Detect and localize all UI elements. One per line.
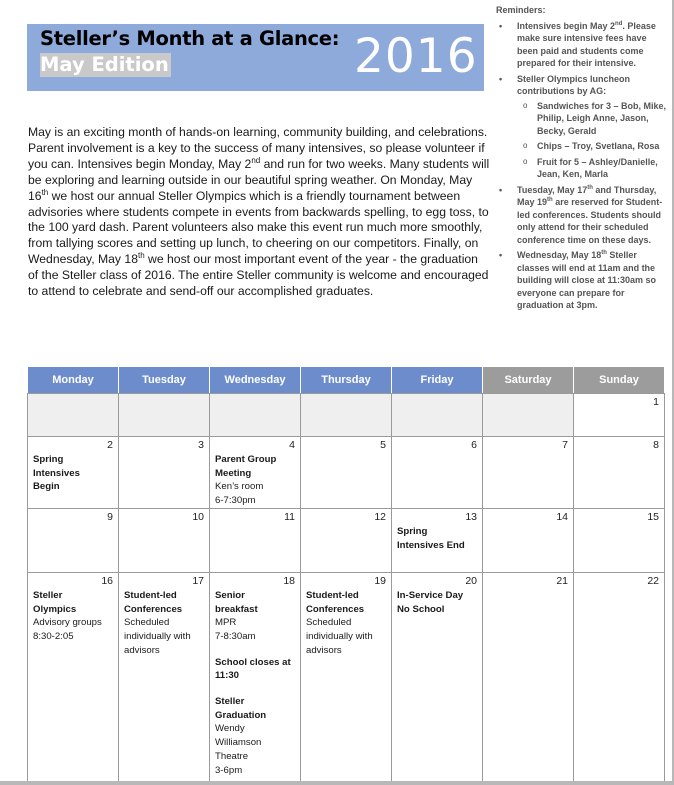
day-number: 15 [647, 510, 659, 523]
reminder-item [496, 73, 668, 181]
calendar-day-cell [301, 394, 392, 437]
page-edge [0, 781, 674, 785]
event-detail: individually with [124, 630, 191, 642]
edition-label: May Edition [40, 53, 169, 76]
reminder-subitem: o Fruit for 5 – Ashley/Danielle, Jean, Ken, Marla [517, 156, 668, 181]
day-number: 6 [471, 439, 477, 451]
event-detail: MPR [215, 617, 237, 629]
day-events [210, 394, 300, 410]
day-events [483, 394, 573, 410]
day-number: 13 [465, 510, 477, 523]
day-events [28, 509, 118, 525]
intro-sup-2: th [41, 187, 49, 197]
calendar-day-cell [210, 394, 301, 437]
reminder-text: Steller classes will end at 11am and the building will close at 11:30am so everyone can prepare for graduation at 3pm. [517, 250, 657, 310]
day-number: 11 [284, 510, 295, 523]
reminder-text: and Thursday, May 19 [517, 184, 657, 207]
event-title: Steller [33, 589, 63, 601]
reminder-text: are reserved for Student-led conferences. Students should only attend for their scheduled conference time on these days. [517, 197, 663, 245]
reminder-sup: th [547, 197, 553, 203]
intro-text-2: and run for two weeks. Many students will be exploring and learning outside in our beautiful spring weather. On Monday, May 16 [28, 156, 490, 203]
reminder-subitem: o Chips – Troy, Svetlana, Rosa [517, 140, 668, 153]
calendar-week-row [28, 437, 665, 509]
day-number: 19 [374, 574, 386, 587]
day-events [210, 437, 300, 508]
day-number: 20 [465, 574, 477, 587]
calendar-day-cell [210, 508, 301, 572]
calendar-day-cell [483, 572, 574, 782]
header-banner [27, 24, 484, 91]
reminder-text: Wednesday, May 18 [517, 250, 602, 260]
event-title: Spring [397, 525, 428, 537]
event-detail: Theatre [215, 750, 249, 762]
calendar-day-cell [119, 508, 210, 572]
reminder-item [496, 249, 668, 312]
event-detail: Ken’s room [215, 481, 264, 493]
day-number: 2 [107, 439, 113, 451]
day-number: 8 [653, 439, 659, 451]
calendar-day-cell [574, 572, 665, 782]
day-header-sunday: Sunday [574, 367, 665, 394]
calendar-day-cell [28, 508, 119, 572]
reminder-sup: th [587, 184, 593, 191]
event-title: Student-led [306, 589, 359, 601]
day-header-saturday: Saturday [483, 367, 574, 394]
day-events [483, 437, 573, 453]
calendar-day-cell [119, 394, 210, 437]
day-events [119, 437, 209, 453]
day-number: 1 [653, 396, 659, 408]
calendar-day-cell [28, 394, 119, 437]
day-header-friday: Friday [392, 367, 483, 394]
day-events [28, 394, 118, 410]
day-number: 9 [107, 510, 113, 523]
intro-text-3: we host our annual Steller Olympics which is a friendly tournament between advisories where students compete in events from backwards spelling, to egg toss, to the 100 yard dash. Parent volunteers also make this event run much more smoothly, from tallying scores and setting up lunch, to cheering on our competitors. Finally, on Wednesday, May 18 [28, 188, 489, 267]
event-title: Intensives [33, 467, 80, 479]
day-header-tuesday: Tuesday [119, 367, 210, 394]
event-detail: 8:30-2:05 [33, 630, 74, 642]
day-number: 12 [374, 510, 386, 523]
day-events [301, 394, 391, 410]
calendar-week-row [28, 508, 665, 572]
event-spacer [215, 644, 296, 656]
calendar-day-cell [574, 437, 665, 509]
calendar-week-row [28, 394, 665, 437]
calendar-day-cell [301, 508, 392, 572]
intro-sup-1: nd [251, 155, 261, 165]
day-number: 22 [647, 574, 659, 587]
reminder-subitem: o Sandwiches for 3 – Bob, Mike, Philip, Leigh Anne, Jason, Becky, Gerald [517, 100, 668, 138]
day-header-monday: Monday [28, 367, 119, 394]
event-detail: Scheduled [124, 617, 170, 629]
day-events [28, 437, 118, 494]
day-number: 5 [380, 439, 386, 451]
event-detail: 7-8:30am [215, 630, 256, 642]
event-title: Begin [33, 481, 60, 493]
event-detail: Wendy [215, 723, 245, 735]
calendar-day-cell [28, 572, 119, 782]
calendar-day-cell [392, 437, 483, 509]
calendar-day-cell [119, 572, 210, 782]
event-spacer [215, 683, 296, 695]
reminder-item [496, 184, 668, 247]
event-title: Parent Group [215, 454, 277, 465]
day-events [392, 394, 482, 410]
day-number: 3 [198, 439, 204, 451]
reminder-text: Tuesday, May 17 [517, 184, 588, 195]
calendar-day-cell [210, 572, 301, 782]
day-events [119, 394, 209, 410]
month-calendar [27, 366, 665, 783]
day-header-wednesday: Wednesday [210, 367, 301, 394]
event-detail: advisors [124, 644, 160, 656]
calendar-day-cell [301, 572, 392, 782]
day-events [392, 437, 482, 453]
event-title: No School [397, 603, 445, 615]
day-number: 14 [556, 510, 568, 523]
calendar-day-cell [483, 394, 574, 437]
event-title: 11:30 [215, 670, 240, 682]
day-number: 17 [192, 574, 204, 587]
reminders-panel [496, 4, 668, 315]
calendar-header-row [28, 367, 665, 394]
day-number: 10 [192, 510, 204, 523]
day-events [574, 437, 664, 453]
reminder-sup: th [601, 250, 607, 256]
event-title: breakfast [215, 603, 258, 615]
event-detail: Advisory groups [33, 617, 102, 629]
event-detail: Williamson [215, 737, 262, 749]
calendar-day-cell [483, 508, 574, 572]
event-detail: 6-7:30pm [215, 495, 256, 507]
day-number: 16 [101, 574, 113, 587]
calendar-day-cell [392, 508, 483, 572]
event-detail: Scheduled [306, 617, 352, 629]
day-number: 21 [556, 574, 568, 587]
event-title: Spring [33, 454, 64, 465]
calendar-day-cell [392, 394, 483, 437]
calendar-day-cell [210, 437, 301, 509]
day-number: 18 [283, 574, 295, 587]
year-label: 2016 [354, 29, 478, 84]
event-title: Steller [215, 696, 245, 708]
intro-text-1: May is an exciting month of hands-on learning, community building, and celebrations. Parent involvement is a key to the success of many intensives, so please volunteer if you can. Intensives begin Monday, May 2 [28, 125, 488, 171]
event-title: School closes at [215, 656, 291, 668]
event-title: Conferences [306, 603, 365, 615]
calendar-day-cell [483, 437, 574, 509]
reminder-text: . Please make sure intensive fees have been paid and students come prepared for their intensive. [517, 20, 656, 68]
event-title: In-Service Day [397, 589, 464, 601]
reminder-sup: nd [615, 20, 623, 27]
reminders-title: Reminders: [496, 5, 546, 15]
calendar-day-cell [301, 437, 392, 509]
day-events [574, 394, 664, 410]
day-number: 4 [289, 439, 295, 451]
intro-text-4: we host our most important event of the year - the graduation of the Steller class of 2016. The entire Steller community is welcome and encouraged to attend to celebrate and send-off our accomplished graduates. [28, 252, 489, 299]
event-detail: 3-6pm [215, 764, 243, 776]
event-detail: advisors [306, 644, 342, 656]
intro-sup-3: th [137, 251, 145, 261]
calendar-day-cell [574, 508, 665, 572]
calendar-day-cell [28, 437, 119, 509]
day-events [210, 573, 300, 777]
day-number: 7 [562, 439, 568, 451]
event-title: Olympics [33, 603, 77, 615]
event-title: Conferences [124, 603, 183, 615]
calendar-day-cell [574, 394, 665, 437]
reminder-sublist [517, 100, 668, 181]
event-title: Intensives End [397, 539, 465, 551]
event-title: Graduation [215, 709, 267, 721]
reminder-text: Steller Olympics luncheon contributions by AG: [517, 73, 631, 96]
calendar-week-row [28, 572, 665, 782]
event-detail: individually with [306, 630, 373, 642]
day-header-thursday: Thursday [301, 367, 392, 394]
event-title: Meeting [215, 467, 252, 479]
page-title: Steller’s Month at a Glance: [40, 27, 340, 50]
intro-paragraph [28, 125, 490, 300]
day-events [301, 437, 391, 453]
event-title: Senior [215, 589, 245, 601]
reminders-list [496, 20, 668, 312]
reminder-text: Intensives begin May 2 [517, 20, 616, 31]
calendar-day-cell [119, 437, 210, 509]
reminder-item [496, 20, 668, 70]
calendar-day-cell [392, 572, 483, 782]
event-title: Student-led [124, 589, 177, 601]
